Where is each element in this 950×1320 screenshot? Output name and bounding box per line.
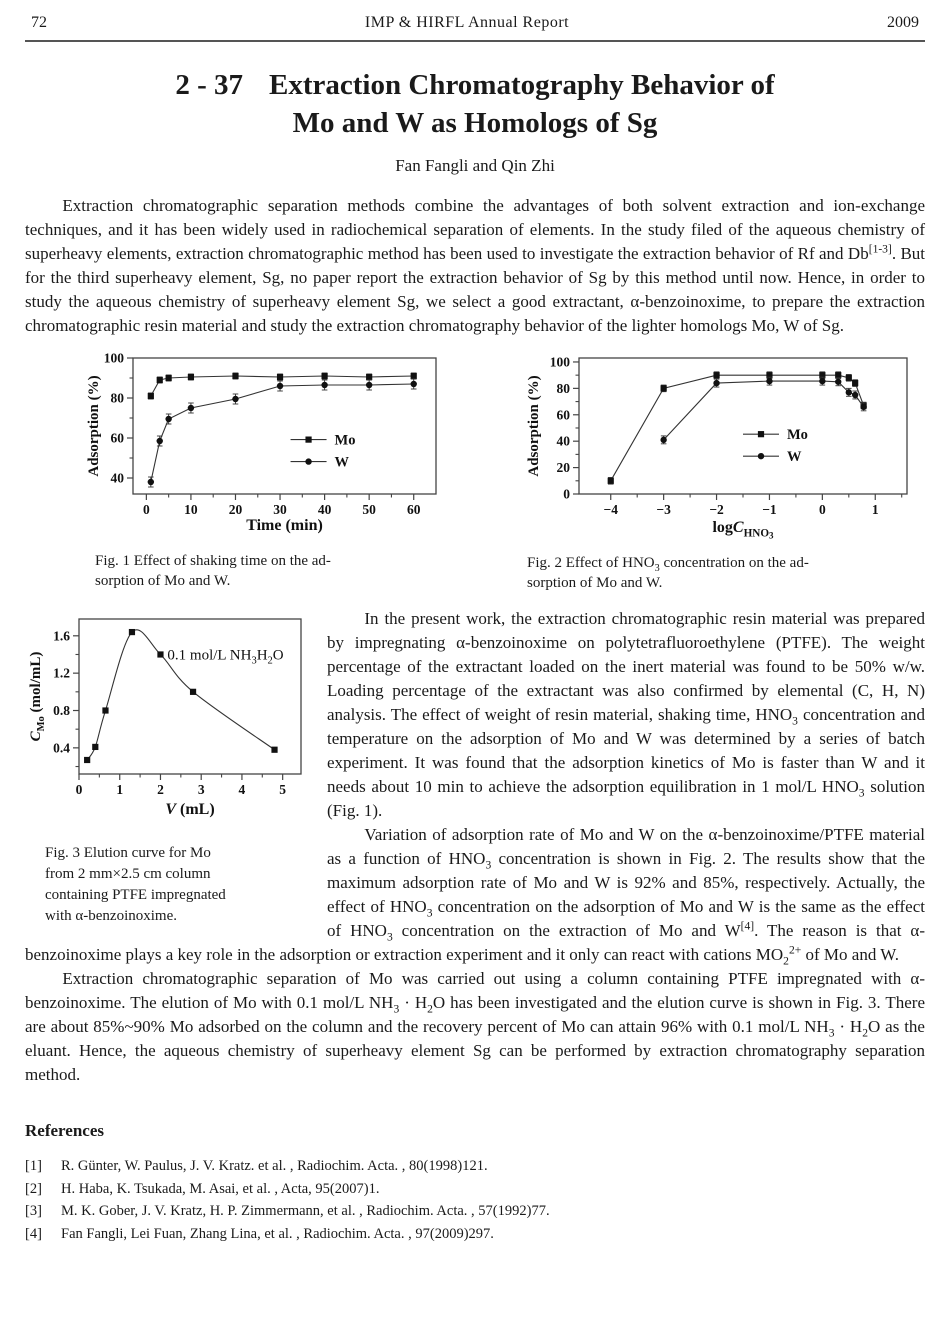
article-title <box>25 66 925 142</box>
svg-text:1: 1 <box>871 502 879 517</box>
svg-text:1: 1 <box>116 782 124 797</box>
figures-row <box>25 348 925 593</box>
svg-text:0.8: 0.8 <box>53 703 70 719</box>
svg-text:5: 5 <box>279 782 287 797</box>
svg-text:0.1 mol/L NH3H2O: 0.1 mol/L $NH_3H_2O$ <box>167 647 284 667</box>
caption-line: Fig. 3 Elution curve for Mo <box>45 845 211 861</box>
svg-text:100: 100 <box>549 354 570 370</box>
fig2-caption <box>523 553 923 593</box>
svg-text:Time (min): Time (min) <box>246 517 323 534</box>
caption-line: containing PTFE impregnated <box>45 887 226 903</box>
svg-text:0.4: 0.4 <box>53 740 70 756</box>
svg-text:80: 80 <box>110 390 124 406</box>
paragraph-intro: Extraction chromatographic separation methods combine the advantages of both solvent extraction and ion-exchange techniques, and it has been widely used in radiochemical separation of elements. In the study filed of the aqueous chemistry of superheavy elements, extraction chromatographic method has been used to investigate the extraction behavior of Rf and Db[1-3]. But for the third superheavy element, Sg, no paper report the extraction behavior of Sg by this method until now. Hence, in order to study the aqueous chemistry of superheavy element Sg, we select a good extractant, α-benzoinoxime, to prepare the extraction chromatographic resin material and study the extraction chromatography behavior of the lighter homologs Mo, W of Sg. <box>25 196 926 335</box>
reference-text: Fan Fangli, Lei Fuan, Zhang Lina, et al. , Radiochim. Acta. , 97(2009)297. <box>61 1225 494 1242</box>
svg-text:W: W <box>334 454 350 471</box>
caption-line: with α-benzoinoxime. <box>45 908 177 924</box>
year: 2009 <box>886 14 919 31</box>
reference-text: M. K. Gober, J. V. Kratz, H. P. Zimmermann, et al. , Radiochim. Acta. , 57(1992)77. <box>61 1203 550 1219</box>
fig1-chart <box>83 348 448 538</box>
svg-text:−3: −3 <box>656 502 671 517</box>
reference-label: [3] <box>25 1203 42 1219</box>
svg-text:0: 0 <box>818 502 826 517</box>
svg-text:60: 60 <box>110 430 124 446</box>
paragraph-variation: Variation of adsorption rate of Mo and W on the α-benzoinoxime/PTFE material as a function of $HNO_3$ concentration is shown in Fig. 2. The results show that the maximum adsorption rate of Mo and W is 92% and 85%, respectively. Actually, the effect of $HNO_3$ concentration on the adsorption of Mo and W is the same as the effect of $HNO_3$ concentration on the extraction of Mo and W[4]. The reason is that α-benzoinoxime plays a key role in the adsorption or extraction experiment and it only can react with cations $MO_2^{2+}$ of Mo and W. <box>25 825 925 968</box>
references-heading: References <box>25 1121 104 1140</box>
figure-3 <box>25 607 327 927</box>
svg-text:60: 60 <box>406 502 421 517</box>
svg-text:100: 100 <box>103 350 124 366</box>
svg-text:4: 4 <box>238 782 246 797</box>
caption-line: from 2 mm×2.5 cm column <box>45 866 211 882</box>
journal-title: IMP & HIRFL Annual Report <box>364 14 570 31</box>
page-number: 72 <box>31 14 47 31</box>
svg-text:2: 2 <box>157 782 164 797</box>
article-title-line2: Mo and W as Homologs of Sg <box>292 107 658 139</box>
figure-2 <box>523 348 923 593</box>
article-number: 2 - 37 <box>175 69 244 101</box>
svg-text:Adsorption (%): Adsorption (%) <box>526 375 542 477</box>
reference-item <box>25 1178 925 1201</box>
references-list <box>25 1155 925 1245</box>
reference-text: R. Günter, W. Paulus, J. V. Kratz. et al. , Radiochim. Acta. , 80(1998)121. <box>61 1158 488 1174</box>
svg-text:40: 40 <box>110 470 124 486</box>
fig3-caption <box>25 843 307 927</box>
svg-text:V (mL): V (mL) <box>165 801 215 818</box>
svg-text:0: 0 <box>563 486 570 502</box>
reference-item <box>25 1155 925 1178</box>
svg-text:−4: −4 <box>603 502 618 517</box>
reference-label: [2] <box>25 1180 42 1197</box>
figure-1 <box>83 348 448 593</box>
caption-line: Fig. 1 Effect of shaking time on the ad- <box>95 553 331 569</box>
svg-text:50: 50 <box>362 502 376 517</box>
main-section <box>25 607 925 967</box>
caption-line: sorption of Mo and W. <box>95 573 231 589</box>
svg-text:Adsorption (%): Adsorption (%) <box>86 375 102 477</box>
page <box>25 0 925 1245</box>
reference-item <box>25 1223 925 1246</box>
svg-text:0: 0 <box>142 502 150 517</box>
svg-text:logCHNO3: logC$_{HNO}$3 <box>712 519 774 540</box>
paragraph-separation: Extraction chromatographic separation of Mo was carried out using a column containing PTFE impregnated with α-benzoinoxime. The elution of Mo with 0.1 mol/L $NH_3 \cdot H_2O$ has been investigated and the elution curve is shown in Fig. 3. There are about 85%~90% Mo adsorbed on the column and the recovery percent of Mo can attain 96% with 0.1 mol/L $NH_3 \cdot H_2O$ as the eluant. Hence, the aqueous chemistry of superheavy element Sg can be performed by extraction chromatography separation method. <box>25 969 925 1084</box>
svg-text:40: 40 <box>317 502 332 517</box>
reference-item <box>25 1200 925 1223</box>
svg-text:30: 30 <box>273 502 287 517</box>
caption-line: sorption of Mo and W. <box>527 575 663 591</box>
fig2-chart <box>523 348 923 540</box>
svg-text:−2: −2 <box>709 502 724 517</box>
svg-text:20: 20 <box>556 460 570 476</box>
svg-text:40: 40 <box>556 433 570 449</box>
svg-text:3: 3 <box>197 782 205 797</box>
reference-label: [1] <box>25 1158 42 1174</box>
svg-text:Mo: Mo <box>787 427 808 444</box>
fig3-chart <box>25 607 315 822</box>
svg-text:60: 60 <box>556 407 570 423</box>
svg-text:80: 80 <box>556 380 570 396</box>
svg-text:10: 10 <box>184 502 198 517</box>
caption-line: Fig. 2 Effect of $HNO_3$ concentration on the ad- <box>527 555 809 574</box>
reference-text: H. Haba, K. Tsukada, M. Asai, et al. , Acta, 95(2007)1. <box>61 1180 380 1197</box>
reference-label: [4] <box>25 1225 42 1242</box>
svg-text:Mo: Mo <box>334 432 356 449</box>
svg-text:CMo (mol/mL): $C_{Mo}$ (mol/mL) <box>28 651 48 742</box>
article-title-line1: 2 - 37 Extraction Chromatography Behavior of <box>175 69 775 101</box>
page-header <box>25 10 925 42</box>
svg-text:1.6: 1.6 <box>53 628 70 644</box>
authors: Fan Fangli and Qin Zhi <box>395 156 555 175</box>
svg-text:20: 20 <box>228 502 243 517</box>
svg-text:W: W <box>787 449 802 466</box>
paragraph-method: In the present work, the extraction chromatographic resin material was prepared by impregnating α-benzoinoxime on polytetrafluoroethylene (PTFE). The weight percentage of the extractant loaded on the inert material was found to be 50% w/w. Loading percentage of the extractant was also confirmed by elemental (C, H, N) analysis. The effect of weight of resin material, shaking time, $HNO_3$ concentration and temperature on the adsorption of Mo and W was determined by a series of batch experiment. It was found that the adsorption kinetics of Mo is faster than W and it needs about 10 min to achieve the adsorption equilibration in 1 mol/L $HNO_3$ solution (Fig. 1). <box>327 609 925 820</box>
fig1-caption <box>83 551 448 591</box>
svg-text:0: 0 <box>75 782 83 797</box>
svg-text:1.2: 1.2 <box>53 665 70 681</box>
svg-text:−1: −1 <box>762 502 777 517</box>
